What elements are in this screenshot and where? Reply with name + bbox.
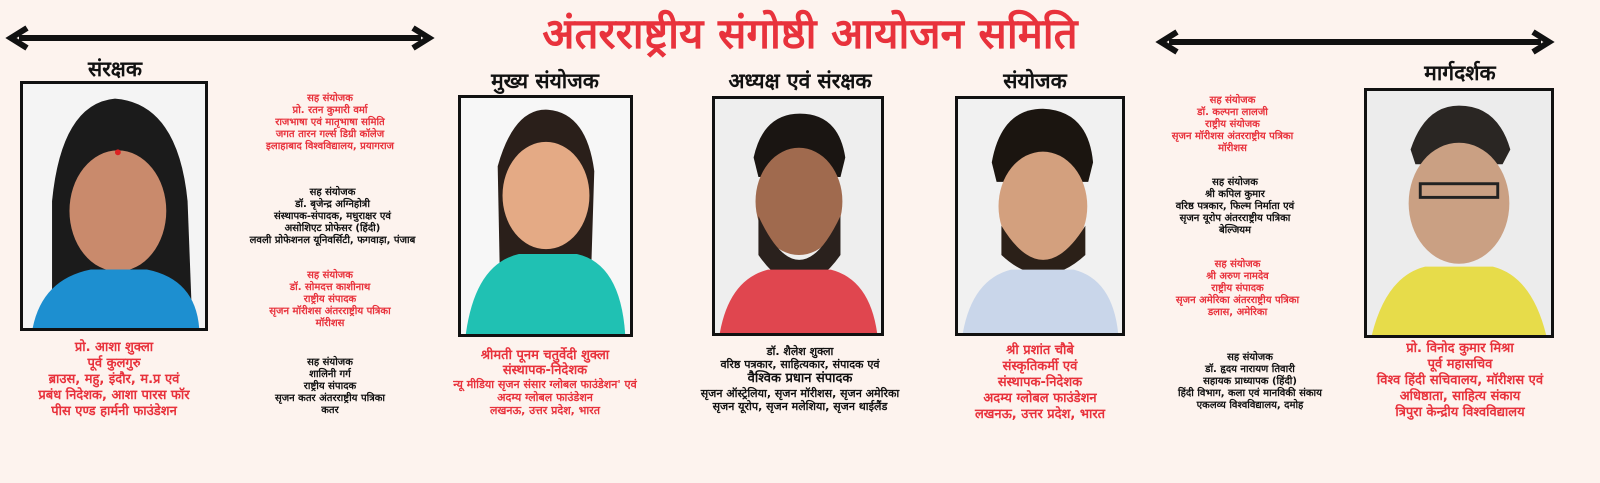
info-line: मॉरीशस <box>315 318 345 329</box>
sah-sanyojak-hriday <box>1160 352 1340 412</box>
info-line: जगत तारन गर्ल्स डिग्री कॉलेज <box>275 129 385 140</box>
heading-adhyaksh: अध्यक्ष एवं संरक्षक <box>728 69 872 93</box>
info-line: सह संयोजक <box>309 187 356 198</box>
info-line: सहायक प्राध्यापक (हिंदी) <box>1203 376 1297 387</box>
name-line: अधिष्ठाता, साहित्य संकाय <box>1399 389 1521 404</box>
heading-sanyojak: संयोजक <box>1003 69 1067 93</box>
name-line: पूर्व कुलगुरु <box>87 356 141 371</box>
info-line: श्री अरुण नामदेव <box>1206 271 1269 282</box>
info-line: सह संयोजक <box>1209 95 1256 106</box>
name-block-asha <box>20 340 208 420</box>
info-line: डॉ. हृदय नारायण तिवारी <box>1205 364 1295 375</box>
info-line: राष्ट्रीय संपादक <box>303 294 357 305</box>
info-line: सह संयोजक <box>1214 259 1261 270</box>
info-line: सृजन कतर अंतरराष्ट्रीय पत्रिका <box>274 393 386 404</box>
info-line: सह संयोजक <box>307 270 353 281</box>
name-line: वरिष्ठ पत्रकार, साहित्यकार, संपादक एवं <box>720 358 880 371</box>
photo-vinod-mishra <box>1364 88 1554 338</box>
photo-poonam-shukla <box>458 95 633 337</box>
info-line: हिंदी विभाग, कला एवं मानविकी संकाय <box>1178 388 1322 399</box>
info-line: सह संयोजक <box>1212 177 1258 188</box>
info-line: राजभाषा एवं मातृभाषा समिति <box>275 117 385 128</box>
name-line: लखनऊ, उत्तर प्रदेश, भारत <box>489 404 601 417</box>
info-line: सृजन मॉरीशस अंतरराष्ट्रीय पत्रिका <box>269 306 391 317</box>
name-line: संस्थापक-निदेशक <box>502 363 588 378</box>
info-line: राष्ट्रीय संयोजक <box>1205 119 1260 130</box>
name-line: वैश्विक प्रधान संपादक <box>747 371 853 386</box>
name-line: प्रो. विनोद कुमार मिश्रा <box>1406 341 1514 356</box>
info-line: लवली प्रोफेशनल यूनिवर्सिटी, फगवाड़ा, पंजाब <box>249 235 416 246</box>
info-line: डॉ. बृजेन्द्र अग्निहोत्री <box>295 199 370 210</box>
info-line: सह संयोजक <box>1227 352 1273 363</box>
info-line: प्रो. रतन कुमारी वर्मा <box>292 105 368 116</box>
info-line: संस्थापक-संपादक, मधुराक्षर एवं <box>274 211 391 222</box>
name-line: प्रो. आशा शुक्ला <box>74 340 154 355</box>
info-line: इलाहाबाद विश्वविद्यालय, प्रयागराज <box>266 141 394 152</box>
info-line: बेल्जियम <box>1218 225 1252 236</box>
info-line: सह संयोजक <box>307 93 353 104</box>
name-line: डॉ. शैलेश शुक्ला <box>766 345 834 358</box>
name-line: सृजन यूरोप, सृजन मलेशिया, सृजन थाईलैंड <box>712 400 888 413</box>
left-arrow-icon <box>5 25 435 51</box>
info-line: डलास, अमेरिका <box>1207 307 1268 318</box>
name-block-poonam <box>420 348 670 417</box>
name-line: सृजन ऑस्ट्रेलिया, सृजन मॉरीशस, सृजन अमेरिका <box>700 387 900 400</box>
name-line: अदम्य ग्लोबल फाउंडेशन <box>983 391 1097 406</box>
name-line: विश्व हिंदी सचिवालय, मॉरीशस एवं <box>1376 373 1544 388</box>
sah-sanyojak-arun <box>1160 259 1315 319</box>
name-line: लखनऊ, उत्तर प्रदेश, भारत <box>974 407 1106 422</box>
name-line: त्रिपुरा केन्द्रीय विश्वविद्यालय <box>1395 405 1525 420</box>
name-line: न्यू मीडिया सृजन संसार ग्लोबल फाउंडेशन' एवं <box>453 378 637 391</box>
name-line: अदम्य ग्लोबल फाउंडेशन <box>497 391 593 404</box>
name-line: संस्थापक-निदेशक <box>997 375 1083 390</box>
name-block-shailesh <box>680 345 920 413</box>
info-line: असोशिएट प्रोफेसर (हिंदी) <box>284 223 381 234</box>
name-line: प्रबंध निदेशक, आशा पारस फॉर <box>38 388 190 403</box>
name-line: संस्कृतिकर्मी एवं <box>1002 359 1078 374</box>
sah-sanyojak-kalpana <box>1145 95 1320 155</box>
info-line: राष्ट्रीय संपादक <box>303 381 357 392</box>
info-line: डॉ. सोमदत्त काशीनाथ <box>289 282 371 293</box>
name-line: पूर्व महासचिव <box>1427 357 1493 372</box>
heading-mukhya-sanyojak: मुख्य संयोजक <box>491 69 599 93</box>
photo-shailesh-shukla <box>712 96 884 336</box>
info-line: सृजन अमेरिका अंतरराष्ट्रीय पत्रिका <box>1175 295 1300 306</box>
heading-sanrakshak: संरक्षक <box>88 57 142 81</box>
info-line: सृजन मॉरीशस अंतरराष्ट्रीय पत्रिका <box>1171 131 1294 142</box>
name-block-prashant <box>945 343 1135 423</box>
page-title: अंतरराष्ट्रीय संगोष्ठी आयोजन समिति <box>542 9 1078 58</box>
info-line: एकलव्य विश्वविद्यालय, दमोह <box>1196 400 1304 411</box>
name-line: श्रीमती पूनम चतुर्वेदी शुक्ला <box>480 348 610 363</box>
info-line: श्री कपिल कुमार <box>1205 189 1265 200</box>
right-arrow-icon <box>1155 29 1555 55</box>
sah-sanyojak-shalini <box>245 357 415 417</box>
heading-margdarshak: मार्गदर्शक <box>1424 61 1496 85</box>
sah-sanyojak-ratan <box>240 93 420 153</box>
name-line: पीस एण्ड हार्मनी फाउंडेशन <box>51 404 177 419</box>
info-line: सृजन यूरोप अंतरराष्ट्रीय पत्रिका <box>1179 213 1291 224</box>
info-line: कतर <box>321 405 339 416</box>
photo-prashant-chaubey <box>955 96 1125 336</box>
info-line: मॉरीशस <box>1218 143 1247 154</box>
name-line: ब्राउस, महु, इंदौर, म.प्र एवं <box>48 372 180 387</box>
name-block-vinod <box>1355 341 1565 421</box>
sah-sanyojak-brijendra <box>220 187 445 247</box>
info-line: राष्ट्रीय संपादक <box>1211 283 1264 294</box>
sah-sanyojak-somdutt <box>235 270 425 330</box>
info-line: शालिनी गर्ग <box>309 369 351 380</box>
sah-sanyojak-kapil <box>1155 177 1315 237</box>
name-line: श्री प्रशांत चौबे <box>1006 343 1074 358</box>
info-line: डॉ. कल्पना लालजी <box>1197 107 1268 118</box>
photo-asha-shukla <box>20 81 208 331</box>
info-line: सह संयोजक <box>307 357 353 368</box>
info-line: वरिष्ठ पत्रकार, फिल्म निर्माता एवं <box>1175 201 1295 212</box>
